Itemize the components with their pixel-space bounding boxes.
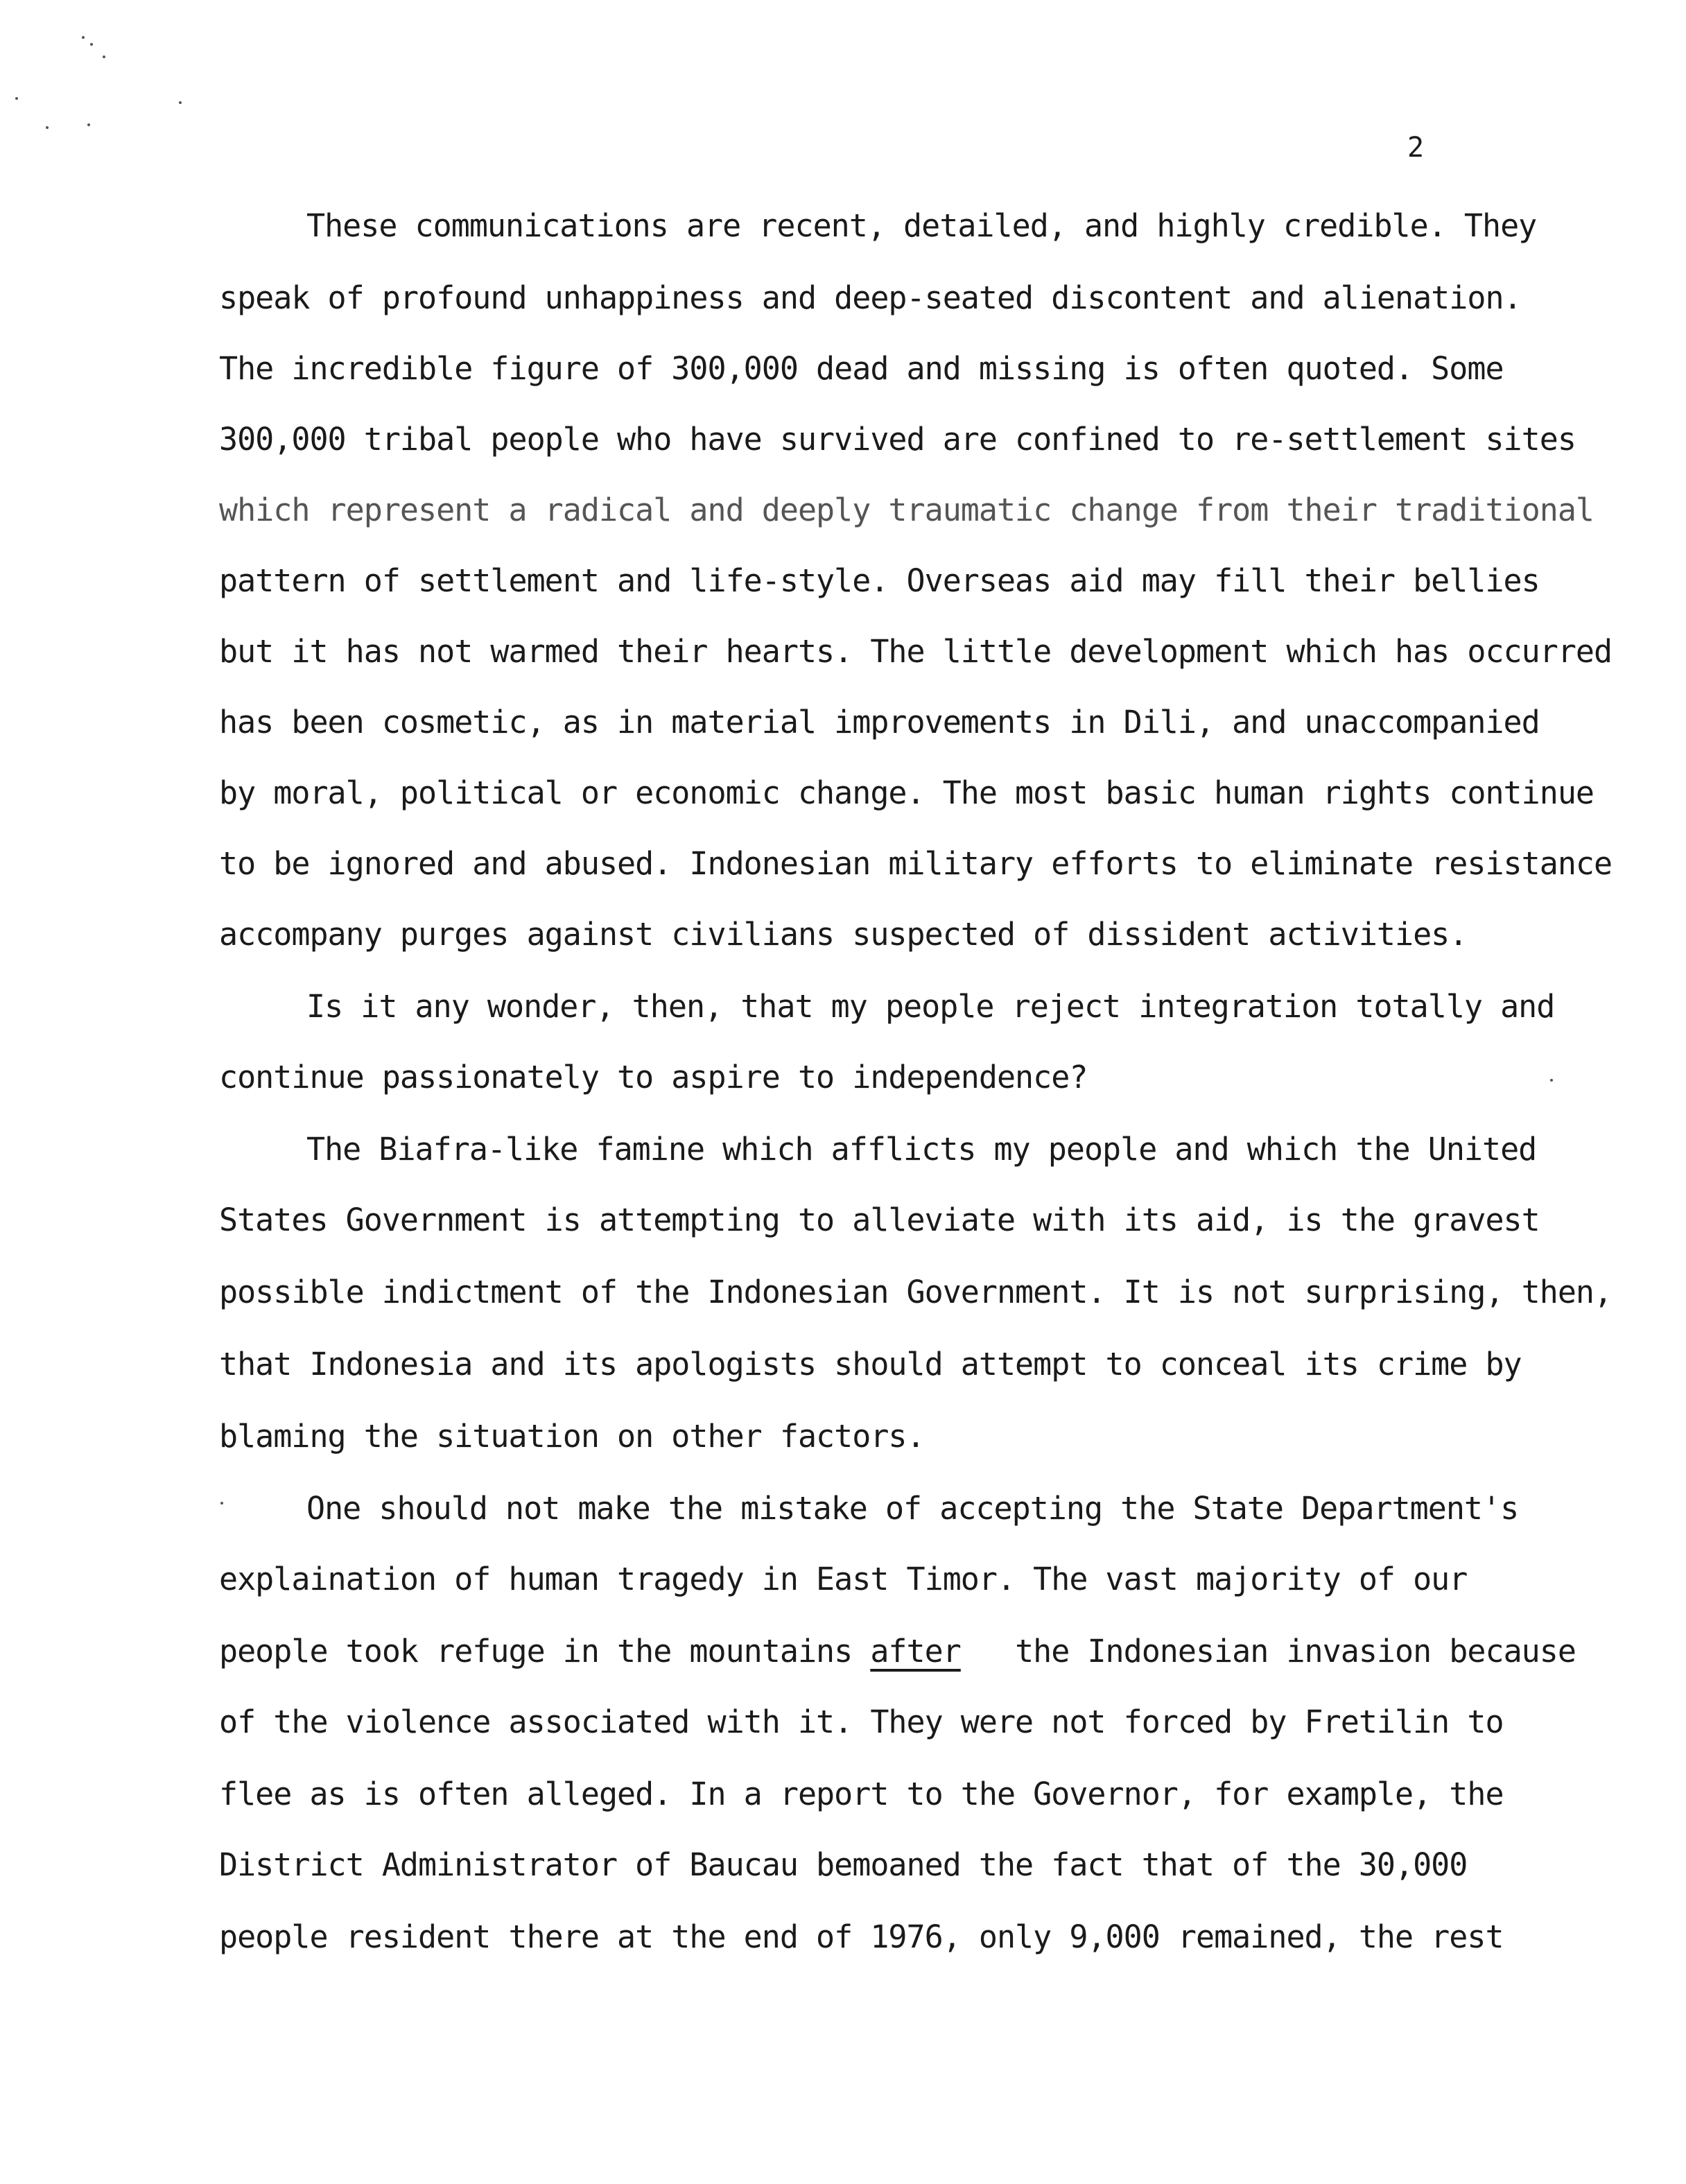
paragraph-line-with-underline xyxy=(219,1615,1576,1688)
paragraph-line: to be ignored and abused. Indonesian military efforts to eliminate resistance xyxy=(219,845,1613,882)
paragraph-line: has been cosmetic, as in material improvements in Dili, and unaccompanied xyxy=(219,704,1540,740)
paragraph-line: accompany purges against civilians suspected of dissident activities. xyxy=(219,916,1468,953)
paragraph-line: which represent a radical and deeply traumatic change from their traditional xyxy=(219,492,1594,528)
paragraph-line: Is it any wonder, then, that my people reject integration totally and xyxy=(306,988,1555,1025)
line-text-before: people took refuge in the mountains xyxy=(219,1633,871,1670)
scan-speck xyxy=(179,101,182,104)
scan-speck xyxy=(82,36,85,39)
paragraph-line: States Government is attempting to alleviate with its aid, is the gravest xyxy=(219,1202,1540,1238)
scan-speck xyxy=(103,55,105,58)
paragraph-line: by moral, political or economic change. The most basic human rights continue xyxy=(219,774,1594,811)
paragraph-line: The incredible figure of 300,000 dead and missing is often quoted. Some xyxy=(219,350,1504,387)
paragraph-line: These communications are recent, detailed, and highly credible. They xyxy=(306,207,1537,244)
paragraph-line: District Administrator of Baucau bemoaned the fact that of the 30,000 xyxy=(219,1846,1468,1883)
scan-speck xyxy=(220,1502,223,1505)
paragraph-line: 300,000 tribal people who have survived are confined to re-settlement sites xyxy=(219,421,1576,458)
paragraph-line: of the violence associated with it. They were not forced by Fretilin to xyxy=(219,1704,1504,1740)
paragraph-line: that Indonesia and its apologists should attempt to conceal its crime by xyxy=(219,1346,1522,1383)
scan-speck xyxy=(87,123,90,126)
scan-speck xyxy=(1550,1079,1553,1082)
paragraph-line: pattern of settlement and life-style. Overseas aid may fill their bellies xyxy=(219,562,1540,599)
paragraph-line: people resident there at the end of 1976, only 9,000 remained, the rest xyxy=(219,1918,1504,1955)
paragraph-line: One should not make the mistake of accepting the State Department's xyxy=(306,1490,1519,1527)
paragraph-line: speak of profound unhappiness and deep-seated discontent and alienation. xyxy=(219,279,1522,316)
paragraph-line: The Biafra-like famine which afflicts my people and which the United xyxy=(306,1131,1537,1168)
scan-speck xyxy=(15,97,18,100)
paragraph-line: possible indictment of the Indonesian Government. It is not surprising, then, xyxy=(219,1274,1613,1310)
paragraph-line: but it has not warmed their hearts. The little development which has occurred xyxy=(219,633,1613,670)
scan-speck xyxy=(90,43,93,46)
line-text-after: the Indonesian invasion because xyxy=(960,1633,1576,1670)
scan-speck xyxy=(46,126,49,129)
page-number: 2 xyxy=(1407,132,1425,164)
paragraph-line: flee as is often alleged. In a report to the Governor, for example, the xyxy=(219,1776,1504,1812)
paragraph-line: continue passionately to aspire to independence? xyxy=(219,1059,1088,1095)
paragraph-line: blaming the situation on other factors. xyxy=(219,1418,925,1455)
underlined-word: after xyxy=(870,1633,961,1670)
paragraph-line: explaination of human tragedy in East Timor. The vast majority of our xyxy=(219,1561,1468,1597)
